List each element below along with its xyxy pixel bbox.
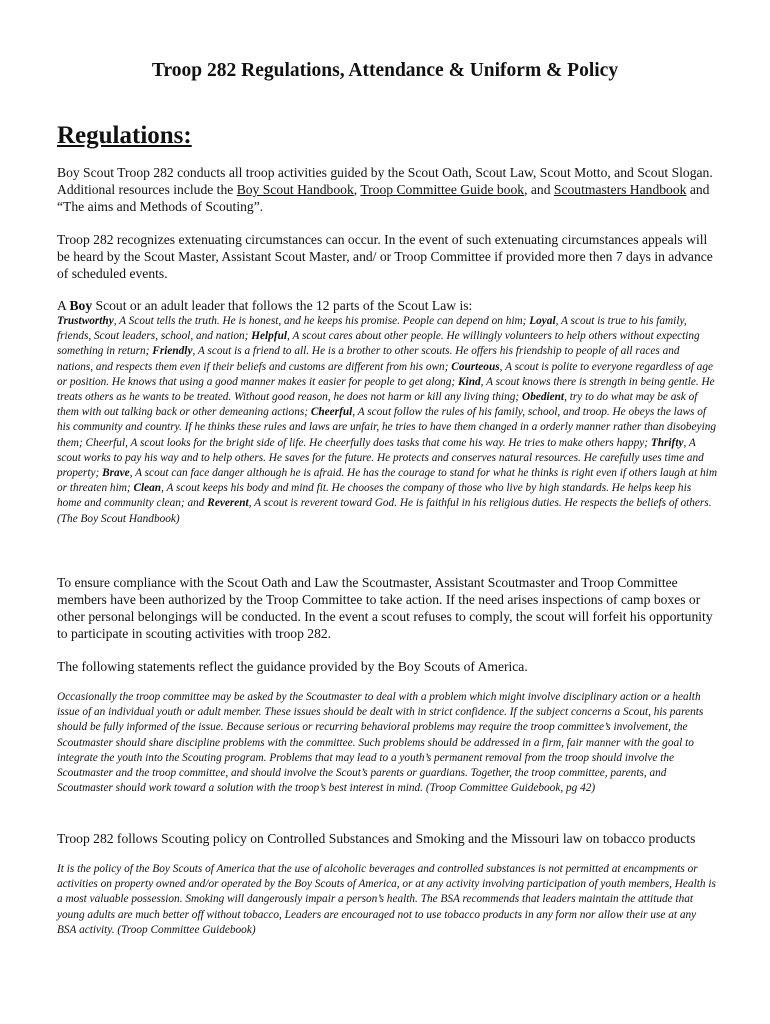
scout-law-term: Obedient [522, 391, 565, 404]
scout-law-term: Thrifty [650, 436, 684, 449]
section-heading-regulations: Regulations: [57, 122, 192, 149]
scout-law-term: Loyal [529, 315, 556, 327]
scout-law-term: Friendly [152, 345, 193, 358]
scout-law-term: Helpful [251, 330, 288, 343]
link-scoutmasters-handbook: Scoutmasters Handbook [553, 182, 687, 197]
scout-law-term: Courteous [451, 360, 500, 373]
paragraph-bsa-guidance-intro: The following statements reflect the guidance provided by the Boy Scouts of America. [57, 659, 528, 674]
scout-law-term: Reverent [207, 497, 249, 510]
scout-law-term: Clean [133, 482, 162, 495]
paragraph-troop-guidance: Boy Scout Troop 282 conducts all troop activities guided by the Scout Oath, Scout Law, Scout Motto, and Scout Slogan. Additional resources include the Boy Scout Handbook, Troop Committee Guide book, and Scoutmasters Handbook and “The aims and Methods of Scouting”. [57, 165, 713, 214]
link-boy-scout-handbook: Boy Scout Handbook [236, 182, 354, 197]
document-title: Troop 282 Regulations, Attendance & Uniform & Policy [151, 60, 619, 81]
link-troop-committee-guide-book: Troop Committee Guide book [360, 182, 525, 197]
scout-law-term: Brave [102, 467, 130, 480]
quote-troop-committee-discipline: Occasionally the troop committee may be asked by the Scoutmaster to deal with a problem which might involve disciplinary action or a health issue of an individual youth or adult member. These issues should be dealt with in strict confidence. If the subject concerns a Scout, his parents should be fully informed of the issue. Because serious or recurring behavioral problems may require the troop committee’s involvement, the Scoutmaster should share discipline problems with the committee. Such problems should be addressed in a firm, fair manner with the goal to integrate the youth into the Scouting program. Problems that may lead to a youth’s permanent removal from the troop should involve the Scoutmaster and the troop committee, and should involve the Scout’s parents or guardians. Together, the troop committee, parents, and Scoutmaster should work toward a solution with the troop’s best interest in mind. (Troop Committee Guidebook, pg 42) [57, 691, 704, 795]
paragraph-substance-policy: Troop 282 follows Scouting policy on Controlled Substances and Smoking and the Missouri law on tobacco products [57, 831, 696, 846]
scout-law-term: Kind [458, 375, 481, 388]
paragraph-compliance: To ensure compliance with the Scout Oath and Law the Scoutmaster, Assistant Scoutmaster and Troop Committee members have been authorized by the Troop Committee to take action. If the need arises inspections of camp boxes or other personal belongings will be conducted. In the event a scout refuses to comply, the scout will forfeit his opportunity to participate in scouting activities with troop 282. [57, 575, 713, 641]
scout-law-term: Trustworthy [57, 315, 114, 327]
scout-law-list: Trustworthy, A Scout tells the truth. He is honest, and he keeps his promise. People can depend on him; Loyal, A scout is true to his family, friends, Scout leaders, school, and nation; Helpful, A scout cares about other people. He willingly volunteers to help others without expecting something in return; Friendly, A scout is a friend to all. He is a brother to other scouts. He offers his friendship to people of all races and nations, and respects them even if their beliefs and customs are different from his own; Courteous, A scout is polite to everyone regardless of age or position. He knows that using a good manner makes it easier for people to get along; Kind, A scout knows there is strength in being gentle. He treats others as he wants to be treated. Without good reason, he does not harm or kill any living thing; Obedient, try to do what may be ask of them with out talking back or other demeaning actions; Cheerful, A scout follow the rules of his family, school, and troop. He obeys the laws of his community and country. If he thinks these rules and laws are unfair, he tries to have them changed in a orderly manner rather than disobeying them; Cheerful, A scout looks for the bright side of life. He cheerfully does tasks that come his way. He tries to make others happy; Thrifty, A scout works to pay his way and to help others. He saves for the future. He protects and conserves natural resources. He carefully uses time and property; Brave, A scout can face danger although he is afraid. He has the courage to stand for what he thinks is right even if others laugh at him or threaten him; Clean, A scout keeps his body and mind fit. He chooses the company of those who live by high standards. He helps keep his home and community clean; and Reverent, A scout is reverent toward God. He is faithful in his religious duties. He respects the beliefs of others. (The Boy Scout Handbook) [57, 315, 717, 525]
quote-alcohol-tobacco-policy: It is the policy of the Boy Scouts of America that the use of alcoholic beverages and controlled substances is not permitted at encampments or activities on property owned and/or operated by the Boy Scouts of America, or at any activity involving participation of youth members, Health is a most valuable possession. Smoking will dangerously impair a person’s health. The BSA recommends that leaders maintain the attitude that young adults are much better off without tobacco, Leaders are encouraged not to use tobacco products in any form nor allow their use at any BSA activity. (Troop Committee Guidebook) [57, 863, 716, 936]
paragraph-extenuating-circumstances: Troop 282 recognizes extenuating circumstances can occur. In the event of such extenuating circumstances appeals will be heard by the Scout Master, Assistant Scout Master, and/ or Troop Committee if provided more then 7 days in advance of scheduled events. [57, 232, 713, 281]
scout-law-term: Cheerful [310, 406, 353, 419]
paragraph-scout-law-intro: A Boy Scout or an adult leader that follows the 12 parts of the Scout Law is: [57, 298, 473, 313]
